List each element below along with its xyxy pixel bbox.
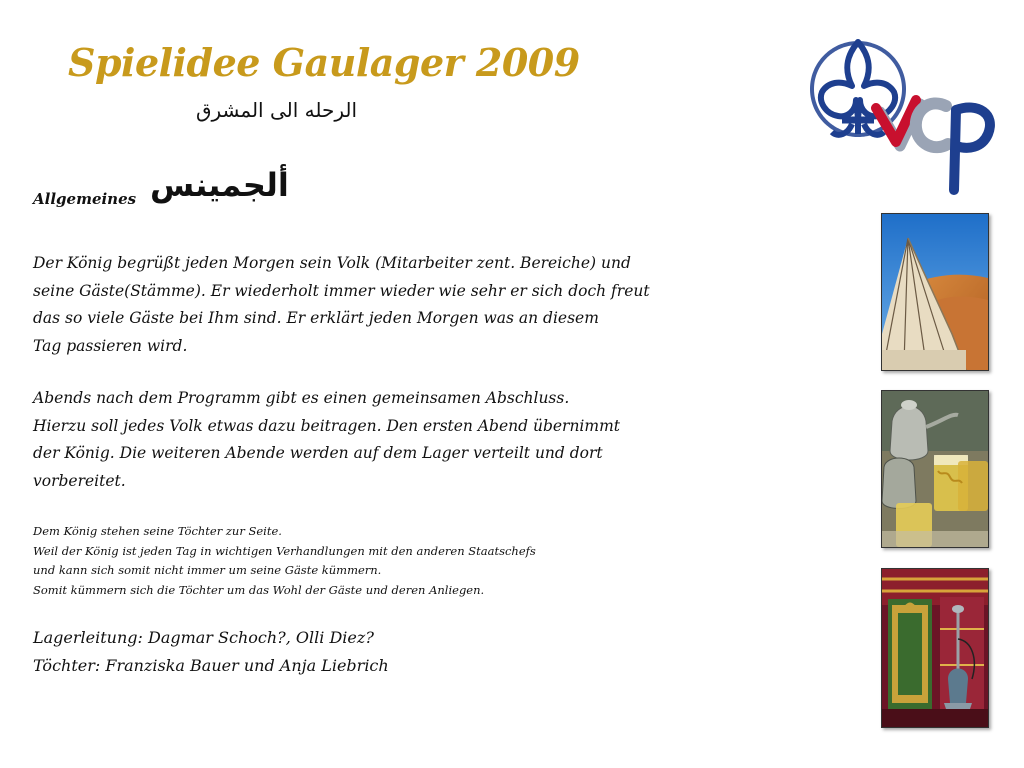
text-line: das so viele Gäste bei Ihm sind. Er erklärt jeden Morgen was an diesem [33,309,599,327]
text-line: vorbereitet. [33,471,126,490]
text-line: Abends nach dem Programm gibt es einen gemeinsamen Abschluss. [33,389,570,407]
tent-photo [881,213,989,371]
tea-photo [881,390,989,548]
credits [33,624,389,679]
section-heading-arabic: ألجمينس [150,166,289,204]
arabic-subtitle: الرحله الى المشرق [196,98,358,122]
credit-daughters: Töchter: Franziska Bauer und Anja Liebrich [33,655,389,675]
vcp-letters [876,100,990,190]
text-line: Dem König stehen seine Töchter zur Seite. [33,524,282,538]
paragraph-evening [33,385,653,495]
text-line: seine Gäste(Stämme). Er wiederholt immer wieder wie sehr er sich doch freut [33,281,650,300]
slide-title: Spielidee Gaulager 2009 [68,40,580,85]
text-line: Somit kümmern sich die Töchter um das Wohl der Gäste und deren Anliegen. [33,582,485,597]
text-line: und kann sich somit nicht immer um seine Gäste kümmern. [33,563,382,577]
vcp-logo [808,34,998,199]
credit-camp-lead: Lagerleitung: Dagmar Schoch?, Olli Diez? [33,628,374,647]
shisha-photo [881,568,989,728]
text-line: Hierzu soll jedes Volk etwas dazu beitragen. Den ersten Abend übernimmt [33,416,621,435]
text-line: der König. Die weiteren Abende werden auf dem Lager verteilt und dort [33,444,603,462]
section-heading: Allgemeines [33,190,137,208]
text-line: Der König begrüßt jeden Morgen sein Volk (Mitarbeiter zent. Bereiche) und [33,254,631,272]
text-line: Tag passieren wird. [33,336,188,355]
paragraph-daughters [33,522,536,600]
paragraph-king-morning [33,250,653,360]
text-line: Weil der König ist jeden Tag in wichtigen Verhandlungen mit den anderen Staatschefs [33,543,536,558]
